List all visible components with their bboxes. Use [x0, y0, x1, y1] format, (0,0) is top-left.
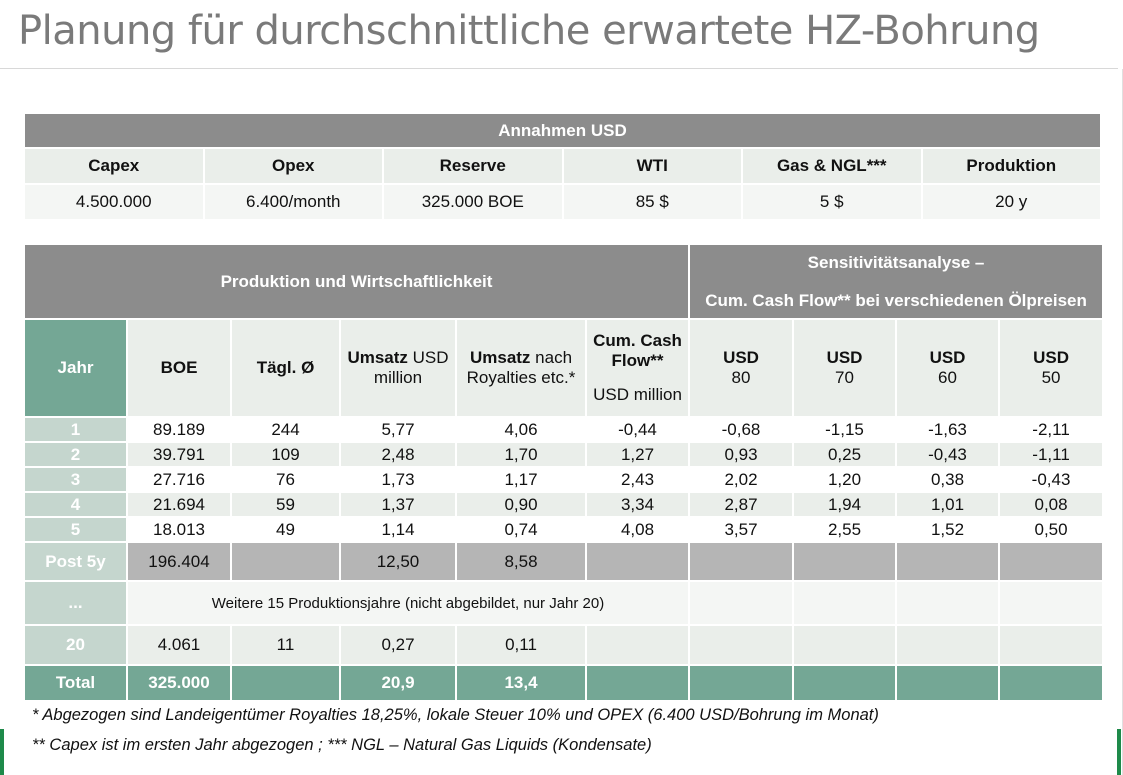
- cell: 89.189: [127, 417, 231, 442]
- col-umsatz-unit: USD million: [373, 348, 449, 387]
- price: 50: [1041, 368, 1061, 387]
- cell: 1,94: [793, 492, 896, 517]
- value-opex: 6.400/month: [204, 184, 384, 220]
- cell: 0,74: [456, 517, 586, 542]
- cell: [793, 542, 896, 581]
- col-umsatz2-bold: Umsatz: [469, 348, 531, 367]
- value-gas: 5 $: [742, 184, 922, 220]
- cell: 244: [231, 417, 340, 442]
- usd-label: USD: [1033, 348, 1069, 367]
- row-label: 20: [24, 625, 127, 665]
- label-reserve: Reserve: [383, 148, 563, 184]
- cell: 76: [231, 467, 340, 492]
- cell: 39.791: [127, 442, 231, 467]
- cell: 13,4: [456, 665, 586, 701]
- cell: 3,57: [689, 517, 793, 542]
- cell: [793, 581, 896, 625]
- col-ccf-bold: Cum. Cash Flow**: [593, 331, 682, 370]
- accent-bar-left: [0, 729, 4, 775]
- cell: [896, 581, 999, 625]
- cell: -0,43: [999, 467, 1103, 492]
- col-usd80: [689, 319, 793, 417]
- price: 60: [938, 368, 957, 387]
- cell: 0,90: [456, 492, 586, 517]
- price: 80: [731, 368, 751, 387]
- label-produktion: Produktion: [922, 148, 1102, 184]
- cell: [896, 665, 999, 701]
- table-row: [24, 467, 1103, 492]
- col-usd70: [793, 319, 896, 417]
- cell: [999, 542, 1103, 581]
- cell: [689, 665, 793, 701]
- col-usd60: [896, 319, 999, 417]
- cell: 109: [231, 442, 340, 467]
- value-produktion: 20 y: [922, 184, 1102, 220]
- group-header-sensitivity: [689, 244, 1103, 319]
- label-capex: Capex: [24, 148, 204, 184]
- cell: 0,25: [793, 442, 896, 467]
- cell: [793, 625, 896, 665]
- cell: -0,68: [689, 417, 793, 442]
- cell: 1,52: [896, 517, 999, 542]
- cell: [793, 665, 896, 701]
- cell: 0,38: [896, 467, 999, 492]
- label-gas: Gas & NGL***: [742, 148, 922, 184]
- value-capex: 4.500.000: [24, 184, 204, 220]
- table-row: [24, 492, 1103, 517]
- cell: 49: [231, 517, 340, 542]
- cell: 1,20: [793, 467, 896, 492]
- cell: 4,08: [586, 517, 689, 542]
- cell: 0,50: [999, 517, 1103, 542]
- sensitivity-subtitle: Cum. Cash Flow** bei verschiedenen Ölpreisen: [705, 290, 1087, 310]
- title-divider: [0, 68, 1118, 69]
- cell: [231, 665, 340, 701]
- col-usd50: [999, 319, 1103, 417]
- table-row-20: [24, 625, 1103, 665]
- row-label: Post 5y: [24, 542, 127, 581]
- col-umsatz-bold: Umsatz: [347, 348, 408, 367]
- cell: 196.404: [127, 542, 231, 581]
- table-row: [24, 442, 1103, 467]
- label-opex: Opex: [204, 148, 384, 184]
- table-row-post5y: [24, 542, 1103, 581]
- cell: 5,77: [340, 417, 456, 442]
- cell: -0,43: [896, 442, 999, 467]
- col-cum-cash-flow: [586, 319, 689, 417]
- cell: 1,70: [456, 442, 586, 467]
- cell: 2,48: [340, 442, 456, 467]
- production-table: [23, 243, 1104, 702]
- col-taegl: Tägl. Ø: [231, 319, 340, 417]
- cell: 4.061: [127, 625, 231, 665]
- label-wti: WTI: [563, 148, 743, 184]
- cell: [896, 625, 999, 665]
- row-label: Total: [24, 665, 127, 701]
- cell: -2,11: [999, 417, 1103, 442]
- footnote-1: * Abgezogen sind Landeigentümer Royalties 18,25%, lokale Steuer 10% und OPEX (6.400 USD/Bohrung im Monat): [32, 706, 879, 724]
- cell: [586, 625, 689, 665]
- price: 70: [835, 368, 854, 387]
- usd-label: USD: [929, 348, 966, 367]
- assumptions-table: [23, 112, 1102, 221]
- cell: 1,14: [340, 517, 456, 542]
- cell: 1,27: [586, 442, 689, 467]
- cell: 2,02: [689, 467, 793, 492]
- cell: [689, 581, 793, 625]
- sensitivity-title: Sensitivitätsanalyse –: [807, 252, 985, 272]
- cell: 8,58: [456, 542, 586, 581]
- col-boe: BOE: [127, 319, 231, 417]
- cell: -1,15: [793, 417, 896, 442]
- cell: 2,55: [793, 517, 896, 542]
- table-row-total: [24, 665, 1103, 701]
- cell: 11: [231, 625, 340, 665]
- omitted-note: Weitere 15 Produktionsjahre (nicht abgebildet, nur Jahr 20): [127, 581, 689, 625]
- row-label: 3: [24, 467, 127, 492]
- cell: [896, 542, 999, 581]
- cell: 1,17: [456, 467, 586, 492]
- cell: 2,87: [689, 492, 793, 517]
- cell: 1,37: [340, 492, 456, 517]
- accent-bar-right: [1117, 729, 1121, 775]
- usd-label: USD: [826, 348, 863, 367]
- cell: 59: [231, 492, 340, 517]
- cell: 4,06: [456, 417, 586, 442]
- cell: 1,01: [896, 492, 999, 517]
- cell: 3,34: [586, 492, 689, 517]
- row-label: 1: [24, 417, 127, 442]
- table-row: [24, 517, 1103, 542]
- col-jahr: Jahr: [24, 319, 127, 417]
- assumptions-header: Annahmen USD: [24, 113, 1101, 148]
- col-umsatz2-rest: nach Royalties etc.*: [466, 348, 576, 387]
- cell: [231, 542, 340, 581]
- table-row: [24, 417, 1103, 442]
- row-label: 2: [24, 442, 127, 467]
- group-header-production: Produktion und Wirtschaftlichkeit: [24, 244, 689, 319]
- cell: 1,73: [340, 467, 456, 492]
- col-ccf-unit: USD million: [593, 385, 682, 404]
- cell: 20,9: [340, 665, 456, 701]
- table-row-omitted: [24, 581, 1103, 625]
- cell: 0,08: [999, 492, 1103, 517]
- footnote-2: ** Capex ist im ersten Jahr abgezogen ; *** NGL – Natural Gas Liquids (Kondensate): [32, 736, 652, 754]
- row-label: ...: [24, 581, 127, 625]
- cell: 325.000: [127, 665, 231, 701]
- cell: 0,11: [456, 625, 586, 665]
- cell: [586, 542, 689, 581]
- cell: 12,50: [340, 542, 456, 581]
- cell: [999, 625, 1103, 665]
- page-title: Planung für durchschnittliche erwartete HZ-Bohrung: [18, 8, 1040, 54]
- value-wti: 85 $: [563, 184, 743, 220]
- cell: [999, 581, 1103, 625]
- value-reserve: 325.000 BOE: [383, 184, 563, 220]
- col-umsatz-royalties: [456, 319, 586, 417]
- cell: [586, 665, 689, 701]
- cell: 18.013: [127, 517, 231, 542]
- col-umsatz: [340, 319, 456, 417]
- cell: -0,44: [586, 417, 689, 442]
- cell: [689, 542, 793, 581]
- cell: 2,43: [586, 467, 689, 492]
- cell: 27.716: [127, 467, 231, 492]
- cell: [689, 625, 793, 665]
- cell: -1,63: [896, 417, 999, 442]
- row-label: 5: [24, 517, 127, 542]
- cell: 0,27: [340, 625, 456, 665]
- cell: 21.694: [127, 492, 231, 517]
- row-label: 4: [24, 492, 127, 517]
- cell: [999, 665, 1103, 701]
- cell: 0,93: [689, 442, 793, 467]
- usd-label: USD: [723, 348, 759, 367]
- cell: -1,11: [999, 442, 1103, 467]
